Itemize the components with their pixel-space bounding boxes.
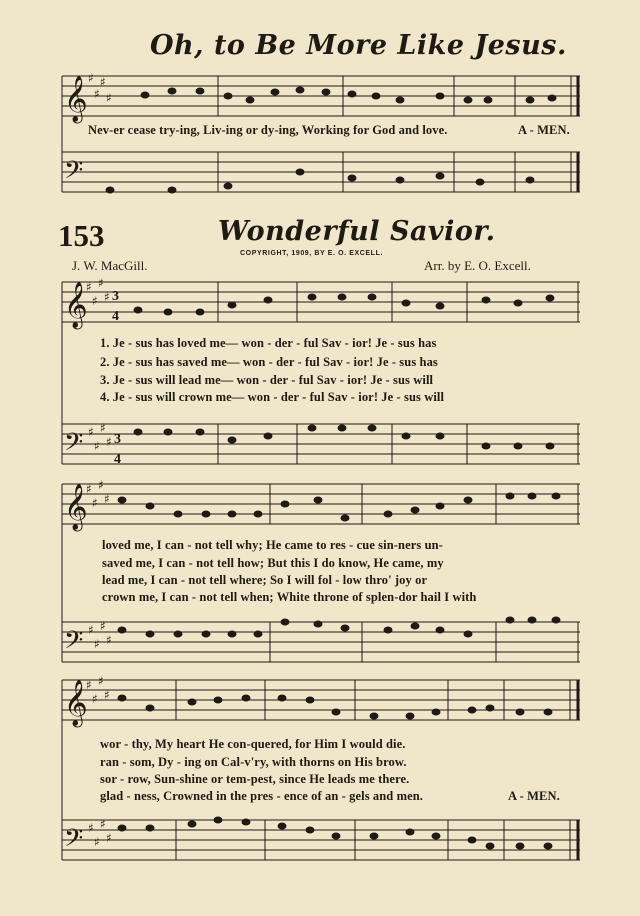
svg-text:♯: ♯ [88, 71, 94, 85]
hymn-amen: A - MEN. [508, 789, 560, 803]
treble-clef-icon: 𝄞 [64, 484, 88, 530]
staff-153-s1-treble [62, 282, 580, 322]
svg-text:♯: ♯ [86, 678, 92, 692]
treble-clef-icon: 𝄞 [64, 76, 88, 122]
svg-text:♯: ♯ [92, 692, 98, 706]
svg-text:3: 3 [112, 289, 119, 304]
bass-clef-icon: 𝄢 [64, 626, 84, 661]
svg-text:♯: ♯ [106, 91, 112, 105]
lyric-s2-v1: loved me, I can - not tell why; He came to res - cue sin-ners un- [102, 538, 443, 552]
svg-text:3: 3 [114, 432, 121, 447]
lyric-s1-v1: 1. Je - sus has loved me— won - der - ful Sav - ior! Je - sus has [100, 336, 437, 350]
svg-text:♯: ♯ [106, 831, 112, 845]
svg-text:♯: ♯ [88, 425, 94, 439]
notes [106, 87, 560, 849]
lyric-s1-v3: 3. Je - sus will lead me— won - der - ful Sav - ior! Je - sus will [100, 373, 434, 387]
svg-text:♯: ♯ [94, 835, 100, 849]
svg-text:4: 4 [112, 309, 119, 324]
lyric-s2-v2: saved me, I can - not tell how; But this I do know, He came, my [102, 556, 444, 570]
hymn-title-top: Oh, to Be More Like Jesus. [150, 30, 567, 61]
svg-text:♯: ♯ [100, 421, 106, 435]
svg-text:♯: ♯ [100, 817, 106, 831]
lyric-s1-v4: 4. Je - sus will crown me— won - der - ful Sav - ior! Je - sus will [100, 390, 445, 404]
top-hymn-amen: A - MEN. [518, 123, 570, 137]
copyright-notice: COPYRIGHT, 1909, BY E. O. EXCELL. [240, 250, 383, 257]
svg-text:♯: ♯ [104, 688, 110, 702]
arranger-credit: Arr. by E. O. Excell. [424, 258, 531, 273]
author-credit: J. W. MacGill. [72, 258, 148, 273]
svg-text:4: 4 [114, 452, 121, 467]
staff-top-bass [62, 152, 580, 192]
staff-153-s3-bass [62, 820, 580, 860]
treble-clef-icon: 𝄞 [64, 680, 88, 726]
svg-text:♯: ♯ [94, 439, 100, 453]
svg-text:♯: ♯ [100, 619, 106, 633]
svg-text:♯: ♯ [98, 478, 104, 492]
bass-clef-icon: 𝄢 [64, 428, 84, 463]
lyric-s3-v1: wor - thy, My heart He con-quered, for Him I would die. [100, 737, 406, 751]
bass-clef-icon: 𝄢 [64, 824, 84, 859]
svg-text:♯: ♯ [94, 637, 100, 651]
svg-text:♯: ♯ [86, 280, 92, 294]
hymn-title: Wonderful Savior. [218, 216, 496, 247]
lyric-s2-v4: crown me, I can - not tell when; White throne of splen-dor hail I with [102, 590, 477, 604]
svg-text:♯: ♯ [98, 674, 104, 688]
svg-text:♯: ♯ [104, 290, 110, 304]
svg-text:♯: ♯ [92, 496, 98, 510]
staff-153-s2-bass [62, 622, 580, 662]
svg-text:♯: ♯ [100, 75, 106, 89]
staff-153-s2-treble [62, 484, 580, 524]
svg-text:♯: ♯ [92, 294, 98, 308]
svg-text:♯: ♯ [88, 821, 94, 835]
svg-text:♯: ♯ [94, 87, 100, 101]
lyric-s1-v2: 2. Je - sus has saved me— won - der - ful Sav - ior! Je - sus has [100, 355, 438, 369]
svg-text:♯: ♯ [98, 276, 104, 290]
hymn-number: 153 [58, 218, 105, 253]
svg-text:♯: ♯ [88, 623, 94, 637]
lyric-s3-v2: ran - som, Dy - ing on Cal-v'ry, with thorns on His brow. [100, 755, 407, 769]
lyric-s2-v3: lead me, I can - not tell where; So I will fol - low thro' joy or [102, 573, 428, 587]
svg-text:♯: ♯ [106, 435, 112, 449]
bass-clef-icon: 𝄢 [64, 156, 84, 191]
svg-text:♯: ♯ [86, 482, 92, 496]
top-hymn-lyric: Nev-er cease try-ing, Liv-ing or dy-ing, Working for God and love. [88, 123, 448, 137]
svg-text:♯: ♯ [106, 633, 112, 647]
lyric-s3-v3: sor - row, Sun-shine or tem-pest, since He leads me there. [100, 772, 410, 786]
staff-153-s3-treble [62, 680, 580, 720]
treble-clef-icon: 𝄞 [64, 282, 88, 328]
lyric-s3-v4: glad - ness, Crowned in the pres - ence of an - gels and men. [100, 789, 424, 803]
svg-text:♯: ♯ [104, 492, 110, 506]
staff-top-treble [62, 76, 580, 116]
